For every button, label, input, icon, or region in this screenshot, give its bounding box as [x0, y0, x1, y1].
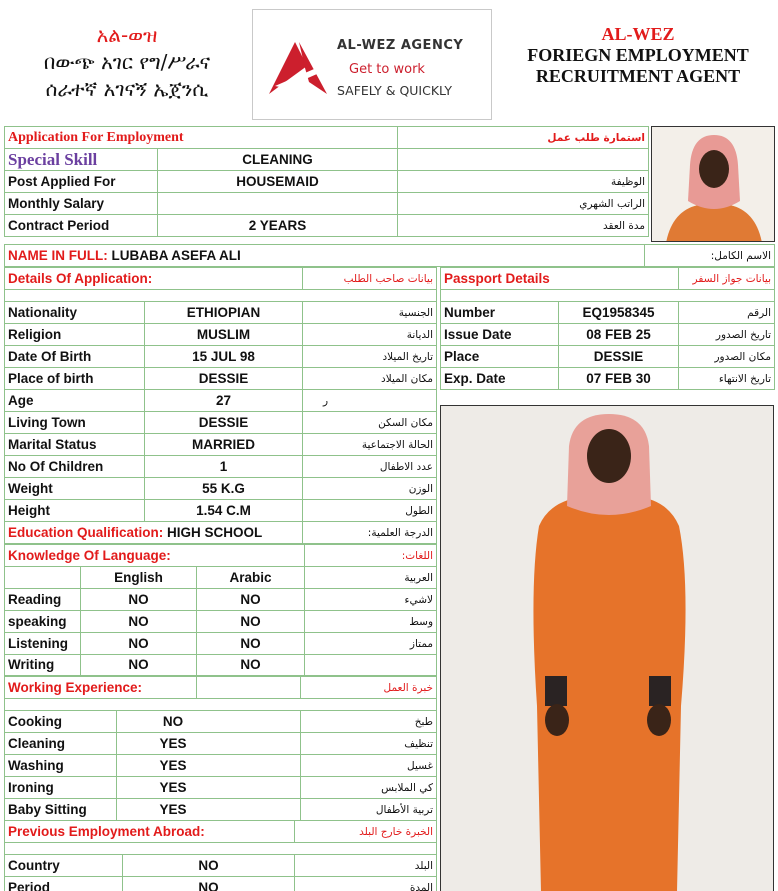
full-name-row	[5, 245, 645, 267]
full-photo-left-cuff	[545, 676, 567, 706]
post-applied-ar: الوظيفة	[398, 171, 649, 193]
issue-date-label: Issue Date	[441, 324, 559, 346]
age-label: Age	[5, 390, 145, 412]
reading-ar: لاشيء	[305, 589, 437, 611]
listening-arabic: NO	[197, 633, 305, 655]
monthly-salary-ar: الراتب الشهري	[398, 193, 649, 215]
full-body-figure-icon	[441, 406, 774, 891]
height-value: 1.54 C.M	[145, 500, 303, 522]
education-label: Education Qualification:	[8, 524, 164, 540]
speaking-arabic: NO	[197, 611, 305, 633]
period-value: NO	[123, 877, 295, 891]
logo-name: AL-WEZ AGENCY	[337, 38, 464, 53]
full-photo-face	[587, 429, 631, 483]
dob-label: Date Of Birth	[5, 346, 145, 368]
english-header	[512, 24, 764, 87]
language-col-english: English	[81, 567, 197, 589]
exp-date-label: Exp. Date	[441, 368, 559, 390]
full-name-value: LUBABA ASEFA ALI	[111, 247, 241, 263]
amharic-header	[6, 22, 248, 103]
experience-title-blank	[197, 677, 301, 699]
full-name-label: NAME IN FULL:	[8, 247, 108, 263]
ironing-ar: كي الملابس	[301, 777, 437, 799]
contract-period-label: Contract Period	[5, 215, 158, 237]
washing-ar: غسيل	[301, 755, 437, 777]
height-label: Height	[5, 500, 145, 522]
passport-spacer	[441, 290, 775, 302]
cooking-label: Cooking	[5, 711, 117, 733]
english-line-1: AL-WEZ	[601, 24, 675, 44]
cooking-ar: طبخ	[301, 711, 437, 733]
writing-arabic: NO	[197, 655, 305, 676]
listening-english: NO	[81, 633, 197, 655]
birthplace-ar: مكان الميلاد	[303, 368, 437, 390]
amharic-line-2: በውጭ አገር የግ/ሥራና	[43, 50, 211, 74]
english-line-3: RECRUITMENT AGENT	[535, 66, 741, 86]
listening-label: Listening	[5, 633, 81, 655]
abroad-title-ar: الخبرة خارج البلد	[295, 821, 437, 843]
ironing-value: YES	[117, 777, 301, 799]
details-title: Details Of Application:	[5, 268, 303, 290]
period-ar: المدة	[295, 877, 437, 891]
contract-period-ar: مدة العقد	[398, 215, 649, 237]
logo-mark-icon	[265, 38, 331, 108]
issue-place-ar: مكان الصدور	[679, 346, 775, 368]
age-ar: ر	[303, 390, 437, 412]
nationality-label: Nationality	[5, 302, 145, 324]
country-label: Country	[5, 855, 123, 877]
issue-date-value: 08 FEB 25	[559, 324, 679, 346]
full-name-ar: الاسم الكامل:	[645, 245, 775, 267]
post-applied-value: HOUSEMAID	[158, 171, 398, 193]
details-title-ar: بيانات صاحب الطلب	[303, 268, 437, 290]
language-table	[4, 544, 437, 676]
language-title: Knowledge Of Language:	[5, 545, 305, 567]
abroad-table	[4, 820, 437, 891]
special-skill-value: CLEANING	[158, 149, 398, 171]
experience-spacer	[5, 699, 437, 711]
application-table	[4, 126, 649, 237]
cleaning-label: Cleaning	[5, 733, 117, 755]
full-photo-right-hand	[647, 704, 671, 736]
application-title: Application For Employment	[5, 127, 398, 149]
applicant-full-photo	[440, 405, 774, 891]
language-col-ar: العربية	[305, 567, 437, 589]
amharic-line-1: አል-ወዝ	[96, 23, 158, 47]
issue-place-value: DESSIE	[559, 346, 679, 368]
education-ar: الدرجة العلمية:	[303, 522, 437, 544]
dob-value: 15 JUL 98	[145, 346, 303, 368]
marital-status-label: Marital Status	[5, 434, 145, 456]
agency-logo	[252, 9, 492, 120]
age-value: 27	[145, 390, 303, 412]
ironing-label: Ironing	[5, 777, 117, 799]
religion-value: MUSLIM	[145, 324, 303, 346]
language-col-arabic: Arabic	[197, 567, 305, 589]
religion-ar: الديانة	[303, 324, 437, 346]
children-ar: عدد الاطفال	[303, 456, 437, 478]
abroad-title: Previous Employment Abroad:	[5, 821, 295, 843]
living-town-value: DESSIE	[145, 412, 303, 434]
experience-table	[4, 676, 437, 821]
full-photo-left-hand	[545, 704, 569, 736]
monthly-salary-label: Monthly Salary	[5, 193, 158, 215]
passport-title: Passport Details	[441, 268, 679, 290]
speaking-ar: وسط	[305, 611, 437, 633]
washing-value: YES	[117, 755, 301, 777]
reading-arabic: NO	[197, 589, 305, 611]
listening-ar: ممتاز	[305, 633, 437, 655]
baby-sitting-ar: تربية الأطفال	[301, 799, 437, 821]
baby-sitting-value: YES	[117, 799, 301, 821]
birthplace-value: DESSIE	[145, 368, 303, 390]
country-ar: البلد	[295, 855, 437, 877]
washing-label: Washing	[5, 755, 117, 777]
headshot-face	[699, 150, 729, 188]
issue-date-ar: تاريخ الصدور	[679, 324, 775, 346]
children-value: 1	[145, 456, 303, 478]
monthly-salary-value	[158, 193, 398, 215]
issue-place-label: Place	[441, 346, 559, 368]
details-spacer	[5, 290, 437, 302]
cleaning-ar: تنظيف	[301, 733, 437, 755]
birthplace-label: Place of birth	[5, 368, 145, 390]
reading-label: Reading	[5, 589, 81, 611]
education-value: HIGH SCHOOL	[167, 524, 263, 540]
logo-sub: SAFELY & QUICKLY	[337, 83, 452, 98]
weight-value: 55 K.G	[145, 478, 303, 500]
writing-ar	[305, 655, 437, 676]
baby-sitting-label: Baby Sitting	[5, 799, 117, 821]
post-applied-label: Post Applied For	[5, 171, 158, 193]
passport-title-ar: بيانات جواز السفر	[679, 268, 775, 290]
country-value: NO	[123, 855, 295, 877]
marital-status-value: MARRIED	[145, 434, 303, 456]
abroad-spacer	[5, 843, 437, 855]
experience-title-ar: خبرة العمل	[301, 677, 437, 699]
marital-status-ar: الحالة الاجتماعية	[303, 434, 437, 456]
nationality-ar: الجنسية	[303, 302, 437, 324]
special-skill-label: Special Skill	[5, 149, 158, 171]
living-town-ar: مكان السكن	[303, 412, 437, 434]
cooking-value: NO	[117, 711, 301, 733]
religion-label: Religion	[5, 324, 145, 346]
exp-date-value: 07 FEB 30	[559, 368, 679, 390]
speaking-label: speaking	[5, 611, 81, 633]
height-ar: الطول	[303, 500, 437, 522]
period-label: Period	[5, 877, 123, 891]
writing-label: Writing	[5, 655, 81, 676]
cleaning-value: YES	[117, 733, 301, 755]
language-title-ar: اللغات:	[305, 545, 437, 567]
details-table	[4, 267, 437, 544]
amharic-line-3: ሰራተኛ አገናኝ ኤጀንሲ	[45, 77, 209, 101]
passport-number-value: EQ1958345	[559, 302, 679, 324]
nationality-value: ETHIOPIAN	[145, 302, 303, 324]
dob-ar: تاريخ الميلاد	[303, 346, 437, 368]
english-line-2: FORIEGN EMPLOYMENT	[527, 45, 749, 65]
passport-table	[440, 267, 775, 390]
speaking-english: NO	[81, 611, 197, 633]
application-title-ar: استمارة طلب عمل	[398, 127, 649, 149]
passport-number-ar: الرقم	[679, 302, 775, 324]
experience-title: Working Experience:	[5, 677, 197, 699]
weight-ar: الوزن	[303, 478, 437, 500]
full-photo-right-cuff	[649, 676, 671, 706]
reading-english: NO	[81, 589, 197, 611]
education-row	[5, 522, 303, 544]
exp-date-ar: تاريخ الانتهاء	[679, 368, 775, 390]
special-skill-ar	[398, 149, 649, 171]
name-table	[4, 244, 775, 267]
logo-tagline: Get to work	[349, 62, 425, 77]
writing-english: NO	[81, 655, 197, 676]
language-header-blank	[5, 567, 81, 589]
applicant-headshot	[651, 126, 775, 242]
passport-number-label: Number	[441, 302, 559, 324]
living-town-label: Living Town	[5, 412, 145, 434]
contract-period-value: 2 YEARS	[158, 215, 398, 237]
children-label: No Of Children	[5, 456, 145, 478]
headshot-figure-icon	[652, 127, 775, 242]
weight-label: Weight	[5, 478, 145, 500]
